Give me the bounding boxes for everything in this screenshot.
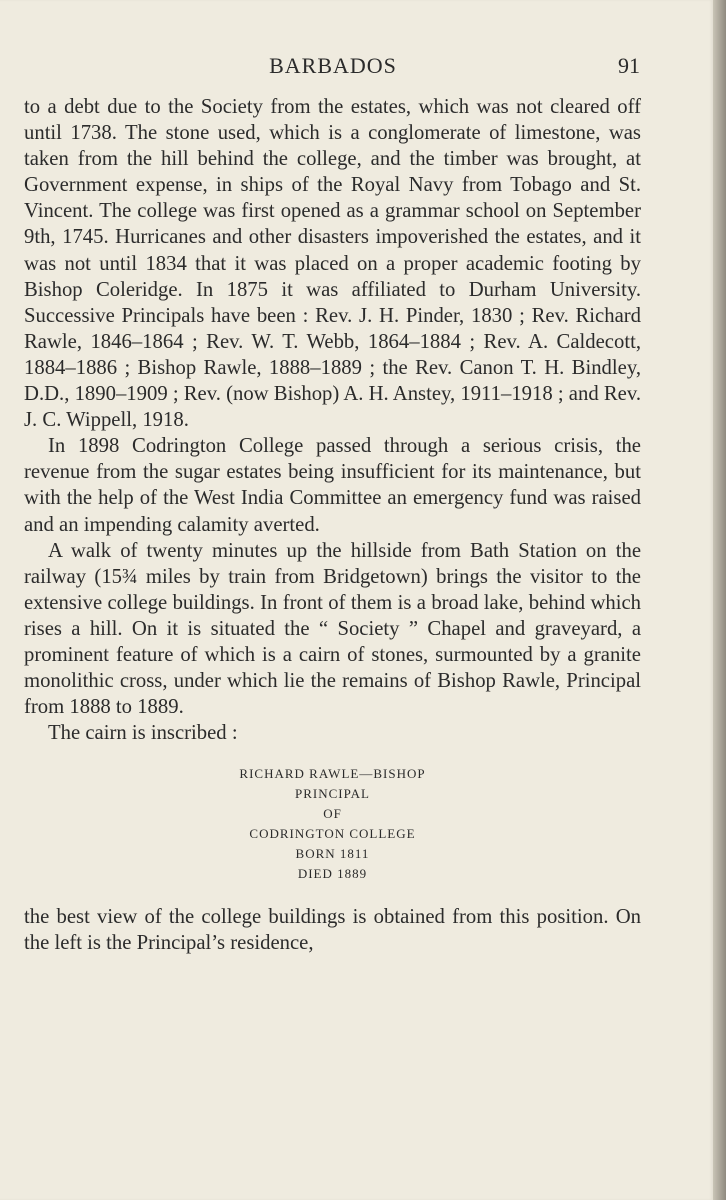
page-edge [713, 0, 726, 1200]
inscription-line: RICHARD RAWLE—BISHOP [239, 766, 426, 782]
inscription-line: DIED 1889 [297, 866, 368, 882]
inscription-line: OF [323, 806, 342, 822]
page-body [24, 94, 641, 957]
running-title: BARBADOS [269, 53, 397, 78]
inscription-line: CODRINGTON COLLEGE [249, 826, 416, 842]
paragraph-closing: the best view of the college buildings is obtained from this position. On the left is the Principal’s residence, [24, 906, 641, 955]
inscription-line: BORN 1811 [295, 846, 370, 862]
paragraph-cairn-intro: The cairn is inscribed : [48, 722, 238, 745]
page-header [26, 53, 640, 83]
paragraph-crisis: In 1898 Codrington College passed through a serious crisis, the revenue from the sugar estates being insufficient for its maintenance, but with the help of the West India Committee an emergency fund was raised and an impending calamity averted. [24, 435, 641, 536]
inscription-line: PRINCIPAL [295, 786, 370, 802]
paragraph-walk: A walk of twenty minutes up the hillside from Bath Station on the railway (15¾ miles by train from Bridgetown) brings the visitor to the extensive college buildings. In front of them is a broad lake, behind which rises a hill. On it is situated the “ Society ” Chapel and graveyard, a prominent feature of which is a cairn of stones, surmounted by a granite monolithic cross, under which lie the remains of Bishop Rawle, Principal from 1888 to 1889. [24, 539, 641, 719]
paragraph-continuation: to a debt due to the Society from the estates, which was not cleared off until 1738. The stone used, which is a conglomerate of limestone, was taken from the hill behind the college, and the timber was brought, at Government expense, in ships of the Royal Navy from Tobago and St. Vincent. The college was first opened as a grammar school on September 9th, 1745. Hurricanes and other disasters impoverished the estates, and it was not until 1834 that it was placed on a proper academic footing by Bishop Coleridge. In 1875 it was affiliated to Durham University. Successive Principals have been : Rev. J. H. Pinder, 1830 ; Rev. Richard Rawle, 1846–1864 ; Rev. W. T. Webb, 1864–1884 ; Rev. A. Caldecott, 1884–1886 ; Bishop Rawle, 1888–1889 ; the Rev. Canon T. H. Bindley, D.D., 1890–1909 ; Rev. (now Bishop) A. H. Anstey, 1911–1918 ; and Rev. J. C. Wippell, 1918. [24, 96, 641, 432]
cairn-inscription [24, 764, 641, 884]
page-number: 91 [618, 53, 640, 78]
